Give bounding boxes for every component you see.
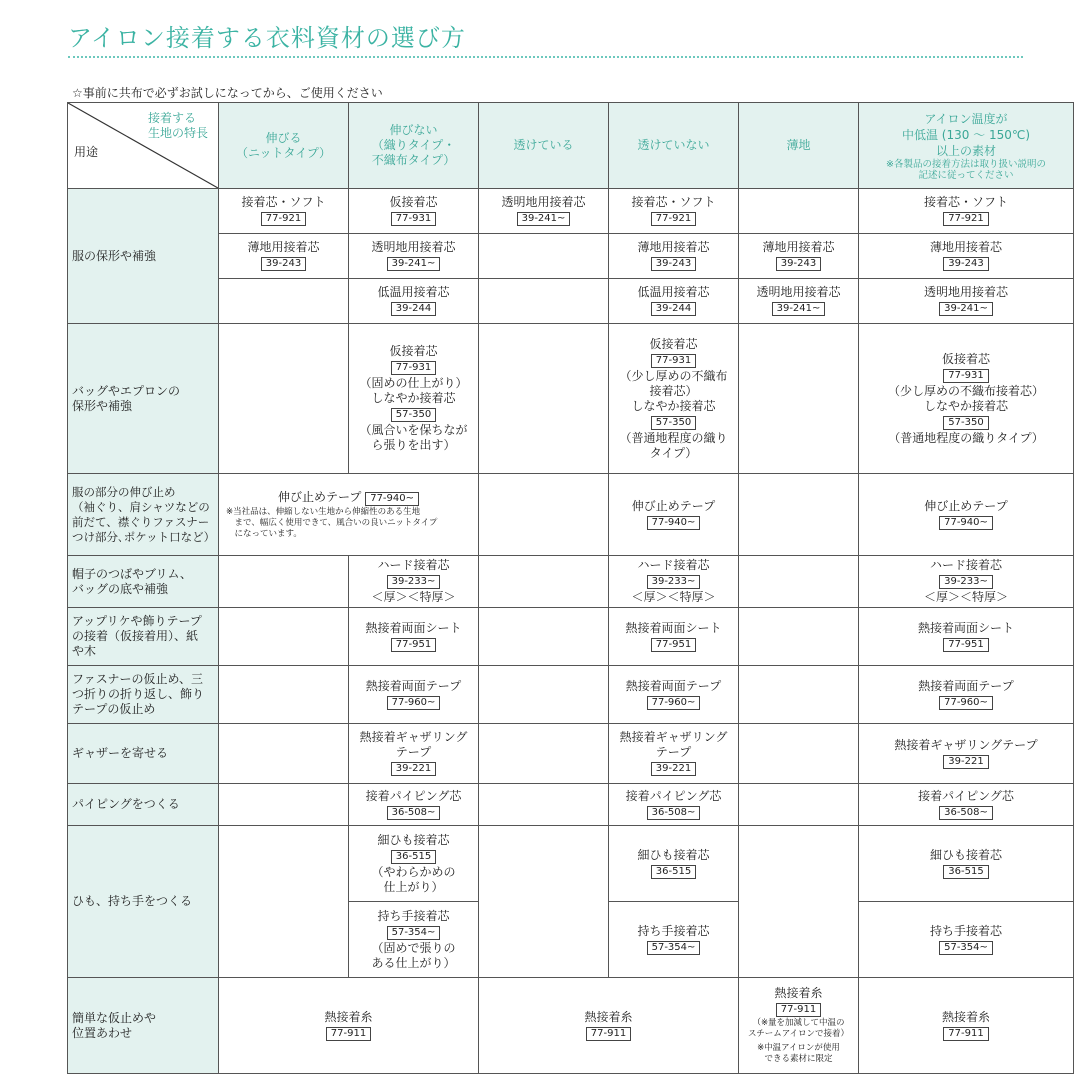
product-name: 熱接着糸 xyxy=(941,1009,990,1024)
product-number: 36-508~ xyxy=(647,806,701,820)
product-description: （普通地程度の織りタイプ） xyxy=(888,430,1044,445)
product-number: 39-233~ xyxy=(387,575,441,589)
selection-guide-table xyxy=(67,102,1074,1074)
empty-cell xyxy=(479,608,609,666)
use-cell: ギャザーを寄せる xyxy=(68,724,219,784)
empty-cell xyxy=(219,784,349,826)
product-number: 77-940~ xyxy=(365,492,419,506)
header-iron-temp xyxy=(859,103,1074,189)
header-sheer: 透けている xyxy=(479,103,609,189)
title-dotted-rule xyxy=(68,56,1023,58)
product-cell xyxy=(349,666,479,724)
use-cell: アップリケや飾りテープ の接着（仮接着用）、紙 や木 xyxy=(68,608,219,666)
empty-cell xyxy=(219,666,349,724)
product-note: （※量を加減して中温の スチームアイロンで接着） xyxy=(747,1018,850,1039)
product-name: 薄地用接着芯 xyxy=(637,240,710,254)
use-cell: 帽子のつばやブリム、 バッグの底や補強 xyxy=(68,556,219,608)
product-name: 熱接着両面シート xyxy=(625,620,722,635)
table-row xyxy=(68,784,1074,826)
usage-note: ☆事前に共布で必ずお試しになってから、ご使用ください xyxy=(72,86,383,100)
product-number: 77-911 xyxy=(326,1027,371,1041)
product-description: （普通地程度の織り タイプ） xyxy=(619,430,728,460)
product-number: 77-931 xyxy=(391,212,436,226)
product-cell xyxy=(349,324,479,474)
product-number: 39-221 xyxy=(943,755,988,769)
product-name: 薄地用接着芯 xyxy=(929,240,1002,254)
product-name: 持ち手接着芯 xyxy=(929,923,1002,938)
use-cell: ひも、持ち手をつくる xyxy=(68,826,219,978)
product-number: 39-221 xyxy=(651,762,696,776)
product-cell xyxy=(609,189,739,234)
product-cell xyxy=(349,234,479,279)
product-name: 接着パイピング芯 xyxy=(918,788,1014,803)
header-stretch: 伸びる （ニットタイプ） xyxy=(219,103,349,189)
use-cell: 簡単な仮止めや 位置あわせ xyxy=(68,978,219,1074)
product-number: 36-515 xyxy=(391,850,436,864)
empty-cell xyxy=(739,724,859,784)
product-cell xyxy=(609,556,739,608)
product-name: しなやか接着芯 xyxy=(371,391,456,405)
product-name: 細ひも接着芯 xyxy=(637,847,710,862)
empty-cell xyxy=(479,666,609,724)
product-description: （固めの仕上がり） xyxy=(359,376,468,390)
product-name: 接着芯・ソフト xyxy=(631,195,716,209)
use-cell: ファスナーの仮止め、三 つ折りの折り返し、飾り テープの仮止め xyxy=(68,666,219,724)
header-opaque: 透けていない xyxy=(609,103,739,189)
empty-cell xyxy=(479,784,609,826)
product-number: 39-244 xyxy=(651,302,696,316)
table-row xyxy=(68,724,1074,784)
product-cell xyxy=(609,474,739,556)
product-cell xyxy=(859,978,1074,1074)
product-description: （やわらかめの 仕上がり） xyxy=(371,864,456,894)
product-cell xyxy=(349,826,479,902)
product-number: 39-241~ xyxy=(772,302,826,316)
product-cell xyxy=(219,189,349,234)
product-number: 57-354~ xyxy=(387,926,441,940)
empty-cell xyxy=(739,189,859,234)
header-thin: 薄地 xyxy=(739,103,859,189)
product-description: （少し厚めの不織布接着芯） xyxy=(887,383,1044,398)
product-cell xyxy=(219,474,479,556)
product-number: 39-233~ xyxy=(647,575,701,589)
product-name: 熱接着ギャザリングテープ xyxy=(894,737,1038,752)
product-description: ＜厚＞＜特厚＞ xyxy=(371,590,456,604)
empty-cell xyxy=(479,279,609,324)
product-name: 熱接着糸 xyxy=(324,1009,373,1024)
product-cell xyxy=(859,324,1074,474)
product-name: 接着芯・ソフト xyxy=(923,195,1008,209)
product-cell xyxy=(859,474,1074,556)
product-cell xyxy=(609,324,739,474)
product-name: 仮接着芯 xyxy=(389,195,438,209)
product-cell xyxy=(349,724,479,784)
product-number: 77-951 xyxy=(943,638,988,652)
product-cell xyxy=(859,279,1074,324)
product-name: しなやか接着芯 xyxy=(923,398,1008,413)
product-number: 77-931 xyxy=(651,354,696,368)
product-cell xyxy=(859,189,1074,234)
table-row xyxy=(68,279,1074,324)
product-cell xyxy=(859,234,1074,279)
product-number: 39-221 xyxy=(391,762,436,776)
product-number: 39-241~ xyxy=(939,302,993,316)
product-name: 熱接着ギャザリング テープ xyxy=(359,730,468,759)
empty-cell xyxy=(479,556,609,608)
empty-cell xyxy=(739,608,859,666)
product-cell xyxy=(859,666,1074,724)
product-name: 透明地用接着芯 xyxy=(756,285,841,299)
product-cell xyxy=(739,234,859,279)
product-number: 36-508~ xyxy=(387,806,441,820)
use-cell: パイピングをつくる xyxy=(68,784,219,826)
use-cell: 服の保形や補強 xyxy=(68,189,219,324)
product-cell xyxy=(349,189,479,234)
product-number: 77-960~ xyxy=(647,696,701,710)
table-row xyxy=(68,189,1074,234)
table-row xyxy=(68,978,1074,1074)
product-cell xyxy=(609,608,739,666)
use-cell: 服の部分の伸び止め （袖ぐり、肩シャツなどの 前だて、襟ぐりファスナー つけ部分､ポケット口など） xyxy=(68,474,219,556)
empty-cell xyxy=(739,666,859,724)
product-name: 透明地用接着芯 xyxy=(371,240,456,254)
corner-fabric-label: 接着する 生地の特長 xyxy=(147,111,208,140)
product-cell xyxy=(609,279,739,324)
empty-cell xyxy=(739,556,859,608)
product-cell xyxy=(349,784,479,826)
product-cell xyxy=(349,902,479,978)
product-note: ※当社品は、伸縮しない生地から伸縮性のある生地 まで、幅広く使用できて、風合いの良いニットタイプ になっています。 xyxy=(226,506,438,539)
empty-cell xyxy=(219,324,349,474)
product-cell xyxy=(859,556,1074,608)
product-number: 57-354~ xyxy=(647,941,701,955)
product-name: 持ち手接着芯 xyxy=(377,908,450,923)
product-cell xyxy=(859,724,1074,784)
product-number: 57-350 xyxy=(651,416,696,430)
product-number: 39-243 xyxy=(261,257,306,271)
product-name: 伸び止めテープ xyxy=(277,489,362,504)
empty-cell xyxy=(739,324,859,474)
product-name: 低温用接着芯 xyxy=(377,285,450,299)
product-cell xyxy=(609,234,739,279)
product-cell xyxy=(349,279,479,324)
product-cell xyxy=(609,784,739,826)
product-number: 36-515 xyxy=(943,865,988,879)
product-number: 77-951 xyxy=(651,638,696,652)
product-number: 77-960~ xyxy=(387,696,441,710)
product-cell xyxy=(609,724,739,784)
product-number: 77-921 xyxy=(943,212,988,226)
header-nonstretch: 伸びない （織りタイプ・ 不織布タイプ） xyxy=(349,103,479,189)
product-name: 伸び止めテープ xyxy=(631,498,716,513)
product-number: 39-243 xyxy=(776,257,821,271)
product-number: 77-931 xyxy=(943,369,988,383)
product-name: 熱接着両面テープ xyxy=(918,678,1014,693)
product-cell xyxy=(739,279,859,324)
product-name: 細ひも接着芯 xyxy=(377,832,450,847)
product-cell xyxy=(219,234,349,279)
product-cell xyxy=(349,608,479,666)
product-name: 薄地用接着芯 xyxy=(762,240,835,254)
product-name: 熱接着糸 xyxy=(584,1009,633,1024)
product-name: 薄地用接着芯 xyxy=(247,240,320,254)
product-number: 77-960~ xyxy=(939,696,993,710)
product-number: 39-233~ xyxy=(939,575,993,589)
product-name: 伸び止めテープ xyxy=(924,498,1008,513)
product-name: 持ち手接着芯 xyxy=(637,923,710,938)
product-description: （固めで張りの ある仕上がり） xyxy=(371,940,456,970)
product-name: 接着パイピング芯 xyxy=(625,788,722,803)
page-title: アイロン接着する衣料資材の選び方 xyxy=(68,24,466,52)
product-number: 39-241~ xyxy=(387,257,441,271)
header-iron-temp-note: ※各製品の接着方法は取り扱い説明の 記述に従ってください xyxy=(886,158,1046,181)
header-iron-temp-label: アイロン温度が 中低温 (130 ～ 150℃) 以上の素材 xyxy=(901,111,1031,158)
product-name: ハード接着芯 xyxy=(929,558,1002,572)
product-number: 36-508~ xyxy=(939,806,993,820)
product-cell xyxy=(609,902,739,978)
product-number: 57-350 xyxy=(391,408,436,422)
product-number: 36-515 xyxy=(651,865,696,879)
product-number: 77-921 xyxy=(651,212,696,226)
empty-cell xyxy=(479,826,609,978)
product-number: 39-244 xyxy=(391,302,436,316)
product-cell xyxy=(859,826,1074,902)
product-description: （風合いを保ちなが ら張りを出す） xyxy=(359,423,468,452)
table-row xyxy=(68,608,1074,666)
empty-cell xyxy=(739,474,859,556)
empty-cell xyxy=(479,234,609,279)
product-name: 熱接着両面テープ xyxy=(625,678,722,693)
product-name: 熱接着両面シート xyxy=(365,620,462,635)
header-row xyxy=(68,103,1074,189)
product-number: 77-951 xyxy=(391,638,436,652)
empty-cell xyxy=(479,324,609,474)
product-name: 熱接着糸 xyxy=(774,986,823,1000)
product-number: 77-911 xyxy=(943,1027,988,1041)
product-cell xyxy=(859,784,1074,826)
empty-cell xyxy=(219,608,349,666)
product-cell xyxy=(739,978,859,1074)
product-number: 39-241~ xyxy=(517,212,571,226)
product-name: 透明地用接着芯 xyxy=(501,195,586,209)
table-row xyxy=(68,474,1074,556)
product-name: 仮接着芯 xyxy=(649,336,698,351)
product-description: ＜厚＞＜特厚＞ xyxy=(923,590,1008,604)
product-name: 細ひも接着芯 xyxy=(929,847,1002,862)
product-name: 接着パイピング芯 xyxy=(365,788,462,803)
empty-cell xyxy=(219,724,349,784)
product-name: 仮接着芯 xyxy=(389,344,438,358)
product-name: 透明地用接着芯 xyxy=(923,285,1008,299)
table-row xyxy=(68,556,1074,608)
table-row xyxy=(68,234,1074,279)
product-number: 57-350 xyxy=(943,416,988,430)
empty-cell xyxy=(219,556,349,608)
product-cell xyxy=(609,826,739,902)
product-number: 77-931 xyxy=(391,361,436,375)
use-cell: バッグやエプロンの 保形や補強 xyxy=(68,324,219,474)
product-name: ハード接着芯 xyxy=(377,558,450,572)
product-name: ハード接着芯 xyxy=(637,558,710,572)
product-cell xyxy=(479,978,739,1074)
product-cell xyxy=(859,608,1074,666)
table-row xyxy=(68,324,1074,474)
product-number: 77-940~ xyxy=(939,516,993,530)
product-cell xyxy=(609,666,739,724)
product-number: 57-354~ xyxy=(939,941,993,955)
product-name: 低温用接着芯 xyxy=(637,285,710,299)
empty-cell xyxy=(739,784,859,826)
empty-cell xyxy=(479,474,609,556)
product-number: 39-243 xyxy=(943,257,988,271)
product-name: しなやか接着芯 xyxy=(631,398,716,413)
product-name: 熱接着ギャザリング テープ xyxy=(619,730,728,759)
table-row xyxy=(68,666,1074,724)
product-name: 接着芯・ソフト xyxy=(241,195,326,209)
product-number: 39-243 xyxy=(651,257,696,271)
product-number: 77-911 xyxy=(586,1027,631,1041)
empty-cell xyxy=(479,724,609,784)
product-description: （少し厚めの不織布 接着芯） xyxy=(619,368,728,398)
product-cell xyxy=(859,902,1074,978)
product-number: 77-921 xyxy=(261,212,306,226)
empty-cell xyxy=(219,826,349,978)
header-corner-cell xyxy=(68,103,219,189)
product-name: 熱接着両面シート xyxy=(917,620,1014,635)
empty-cell xyxy=(219,279,349,324)
product-note: ※中温アイロンが使用 できる素材に限定 xyxy=(757,1043,840,1064)
empty-cell xyxy=(739,826,859,978)
product-cell xyxy=(479,189,609,234)
corner-use-label: 用途 xyxy=(74,145,99,159)
product-number: 77-911 xyxy=(776,1003,821,1017)
product-description: ＜厚＞＜特厚＞ xyxy=(631,590,716,604)
product-cell xyxy=(349,556,479,608)
product-number: 77-940~ xyxy=(647,516,701,530)
product-name: 仮接着芯 xyxy=(941,351,990,366)
product-name: 熱接着両面テープ xyxy=(365,678,462,693)
product-cell xyxy=(219,978,479,1074)
table-row xyxy=(68,826,1074,902)
